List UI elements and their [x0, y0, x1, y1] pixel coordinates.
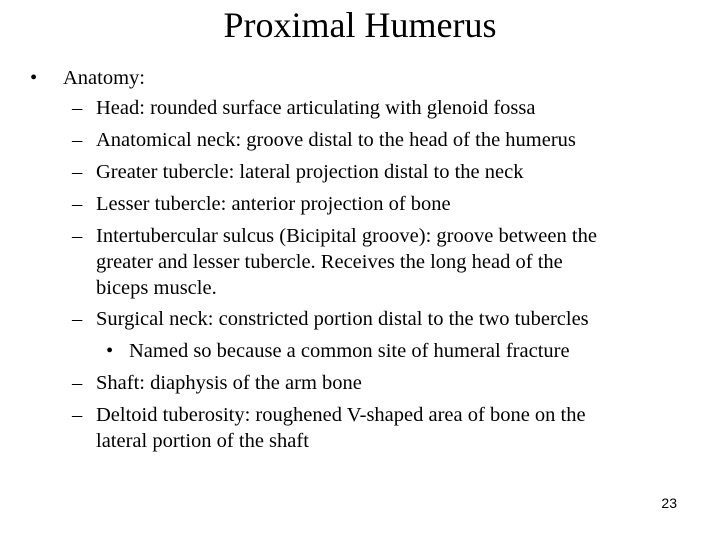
item-intertubercular-sulcus-cont: biceps muscle. — [96, 277, 217, 299]
dash-marker: – — [72, 404, 83, 426]
dash-marker: – — [72, 225, 83, 247]
page-number: 23 — [661, 495, 677, 511]
item-intertubercular-sulcus-cont: greater and lesser tubercle. Receives the long head of the — [96, 251, 563, 273]
item-deltoid-tuberosity-cont: lateral portion of the shaft — [96, 430, 309, 452]
item-deltoid-tuberosity: Deltoid tuberosity: roughened V-shaped area of bone on the — [96, 404, 586, 426]
item-greater-tubercle: Greater tubercle: lateral projection distal to the neck — [96, 161, 524, 183]
item-surgical-neck: Surgical neck: constricted portion distal to the two tubercles — [96, 308, 589, 330]
dash-marker: – — [72, 97, 83, 119]
item-anatomical-neck: Anatomical neck: groove distal to the head of the humerus — [96, 129, 576, 151]
dash-marker: – — [72, 129, 83, 151]
bullet-anatomy: Anatomy: — [63, 67, 145, 89]
dash-marker: – — [72, 308, 83, 330]
item-intertubercular-sulcus: Intertubercular sulcus (Bicipital groove): groove between the — [96, 225, 597, 247]
item-lesser-tubercle: Lesser tubercle: anterior projection of bone — [96, 193, 451, 215]
item-shaft: Shaft: diaphysis of the arm bone — [96, 372, 362, 394]
sub-item-fracture-site: Named so because a common site of humeral fracture — [129, 340, 570, 362]
dash-marker: – — [72, 161, 83, 183]
dash-marker: – — [72, 372, 83, 394]
bullet-marker: • — [30, 67, 38, 89]
slide-title: Proximal Humerus — [223, 5, 497, 45]
item-head: Head: rounded surface articulating with glenoid fossa — [96, 97, 536, 119]
dash-marker: – — [72, 193, 83, 215]
sub-bullet-marker: • — [106, 340, 114, 362]
